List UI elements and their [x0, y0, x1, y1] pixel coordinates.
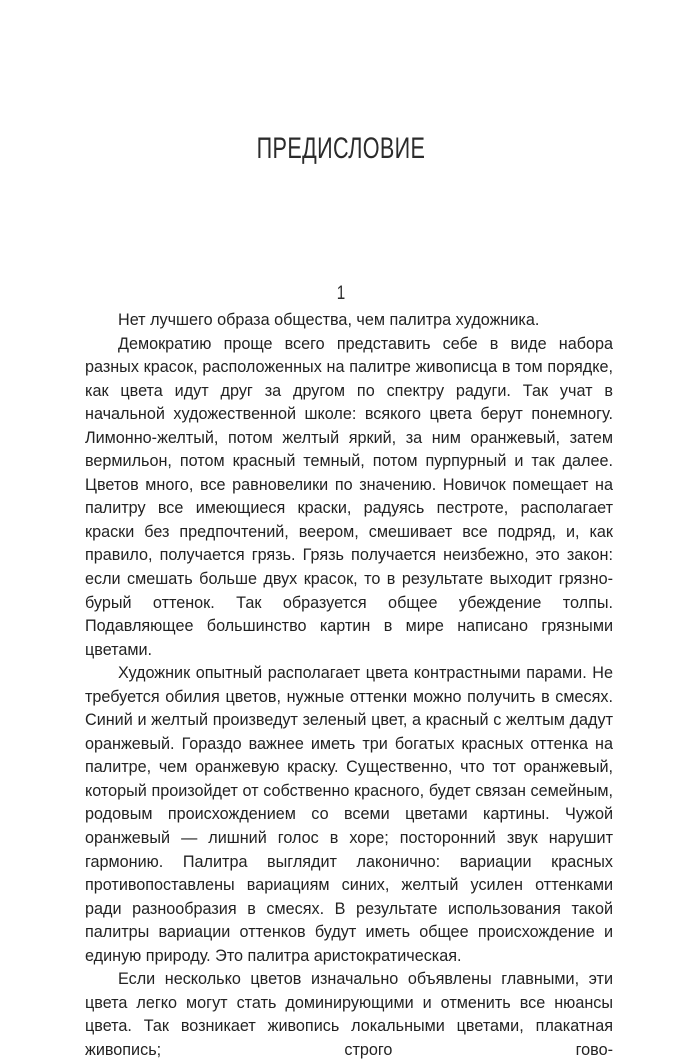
section-number: 1	[336, 283, 346, 304]
paragraph-4: Если несколько цветов изначально объявлены главными, эти цвета легко могут стать доминирующими и отменить все нюансы цвета. Так возникает живопись локальными цветами, плакатная живопись; строго гово-	[85, 970, 613, 1059]
chapter-title: ПРЕДИСЛОВИЕ	[256, 132, 426, 165]
body-text	[85, 309, 613, 1063]
paragraph-2: Демократию проще всего представить себе в виде набора разных красок, расположенных на палитре живописца в том порядке, как цвета идут друг за другом по спектру радуги. Так учат в начальной художественной школе: всякого цвета берут понемногу. Лимонно-желтый, потом желтый яркий, за ним оранжевый, затем вермильон, потом красный темный, потом пурпурный и так далее. Цветов много, все равновелики по значению. Новичок помещает на палитру все имеющиеся краски, радуясь пестроте, располагает краски без предпочтений, веером, смешивает все подряд, и, как правило, получается грязь. Грязь получается неизбежно, это закон: если смешать больше двух красок, то в результате выходит грязно-бурый оттенок. Так образуется общее убеждение толпы. Подавляющее большинство картин в мире написано грязными цветами.	[85, 334, 613, 659]
paragraph-3: Художник опытный располагает цвета контрастными парами. Не требуется обилия цветов, нужные оттенки можно получить в смесях. Синий и желтый произведут зеленый цвет, а красный с желтым дадут оранжевый. Гораздо важнее иметь три богатых красных оттенка на палитре, чем оранжевую краску. Существенно, что тот оранжевый, который произойдет от собственно красного, будет связан семейным, родовым происхождением со всеми цветами картины. Чужой оранжевый — лишний голос в хоре; посторонний звук нарушит гармонию. Палитра выглядит лаконично: вариации красных противопоставлены вариациям синих, желтый усилен оттенками ради разнообразия в смесях. В результате использования такой палитры вариации оттенков будут иметь общее происхождение и единую природу. Это палитра аристократическая.	[85, 664, 613, 965]
paragraph-1: Нет лучшего образа общества, чем палитра художника.	[118, 311, 540, 329]
